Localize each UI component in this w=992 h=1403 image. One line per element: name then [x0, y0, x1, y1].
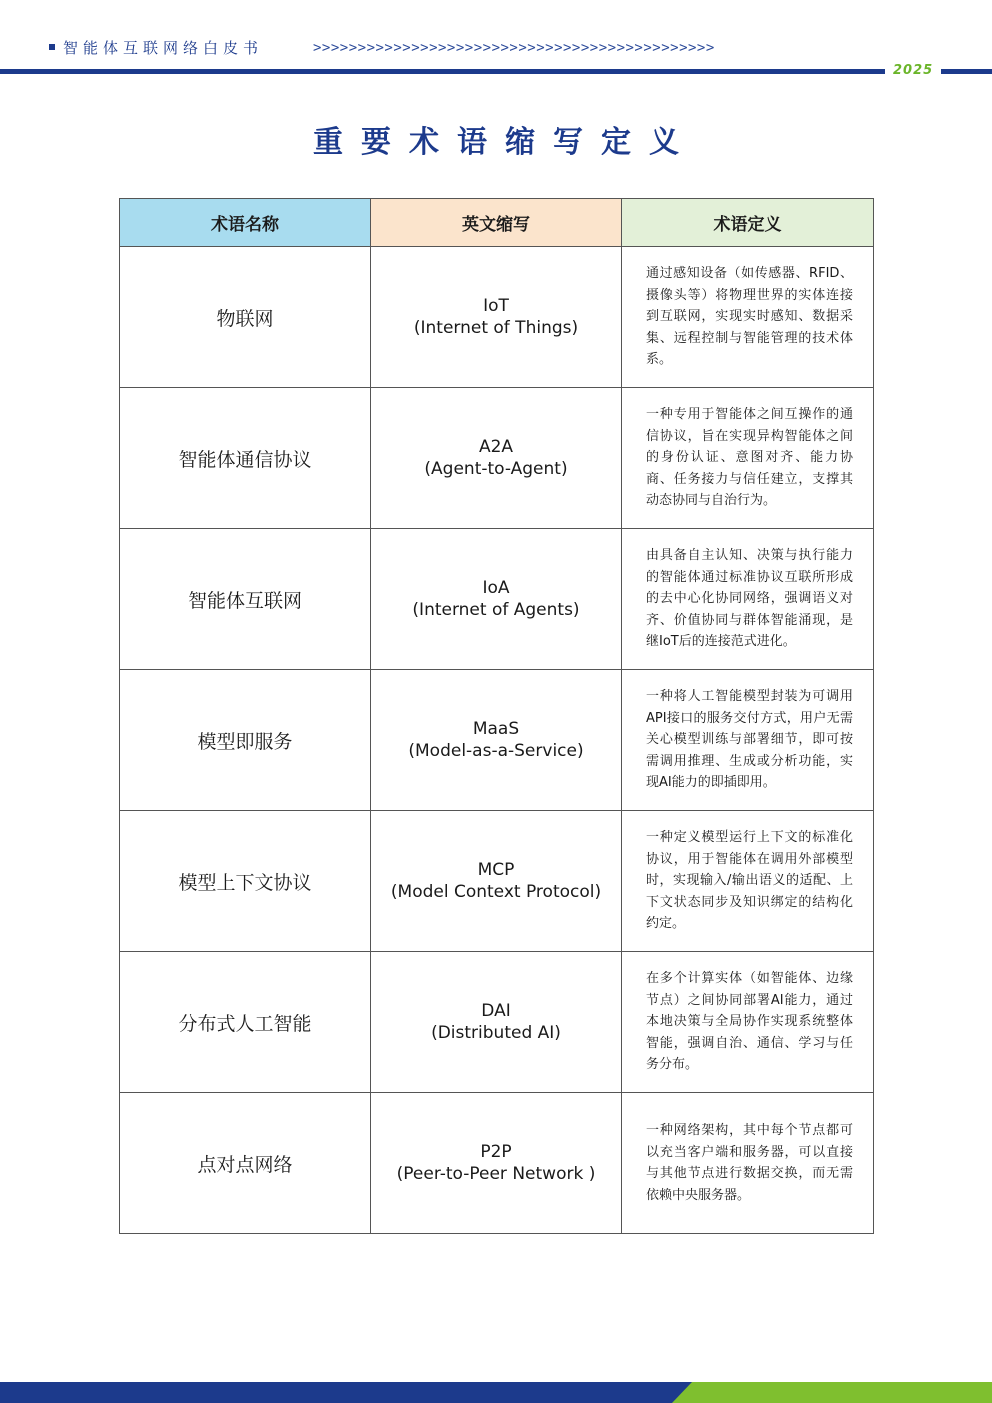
header-divider-right: [941, 69, 992, 74]
term-abbr-full: (Internet of Agents): [412, 600, 580, 620]
term-abbreviation: [371, 1093, 622, 1234]
term-abbr-short: IoT: [483, 296, 509, 316]
table-row: [120, 1093, 874, 1234]
page-header: [0, 0, 992, 90]
term-abbr-short: P2P: [480, 1142, 512, 1162]
term-name: 智能体通信协议: [120, 388, 371, 529]
table-header-row: [120, 199, 874, 247]
terms-table: [119, 198, 874, 1234]
header-year: 2025: [893, 63, 934, 78]
header-divider-left: [0, 69, 885, 74]
footer-band-green: [672, 1382, 992, 1403]
table-row: [120, 388, 874, 529]
term-name: 模型即服务: [120, 670, 371, 811]
term-abbreviation: [371, 388, 622, 529]
term-abbreviation: [371, 247, 622, 388]
page-title: 重要术语缩写定义: [313, 125, 697, 160]
term-abbr-short: A2A: [478, 437, 514, 457]
page-footer: [0, 1382, 992, 1403]
term-abbreviation: [371, 811, 622, 952]
term-abbreviation: [371, 529, 622, 670]
column-header-name: 术语名称: [120, 199, 371, 247]
table-row: [120, 529, 874, 670]
term-name: 分布式人工智能: [120, 952, 371, 1093]
term-abbr-full: (Model-as-a-Service): [408, 741, 584, 761]
table-row: [120, 811, 874, 952]
term-name: 智能体互联网: [120, 529, 371, 670]
header-bullet-icon: [49, 44, 55, 50]
term-definition: 通过感知设备（如传感器、RFID、摄像头等）将物理世界的实体连接到互联网，实现实时感知、数据采集、远程控制与智能管理的技术体系。: [622, 247, 874, 388]
term-definition: 在多个计算实体（如智能体、边缘节点）之间协同部署AI能力，通过本地决策与全局协作实现系统整体智能，强调自治、通信、学习与任务分布。: [622, 952, 874, 1093]
term-abbr-short: MaaS: [472, 719, 520, 739]
term-definition: 一种将人工智能模型封装为可调用API接口的服务交付方式，用户无需关心模型训练与部署细节，即可按需调用推理、生成或分析功能，实现AI能力的即插即用。: [622, 670, 874, 811]
table-row: [120, 952, 874, 1093]
table-row: [120, 247, 874, 388]
table-row: [120, 670, 874, 811]
term-definition: 一种网络架构，其中每个节点都可以充当客户端和服务器，可以直接与其他节点进行数据交换，而无需依赖中央服务器。: [622, 1093, 874, 1234]
term-abbr-short: MCP: [477, 860, 515, 880]
term-name: 物联网: [120, 247, 371, 388]
header-title: 智能体互联网络白皮书: [63, 39, 264, 57]
column-header-abbr: 英文缩写: [371, 199, 622, 247]
term-definition: 一种专用于智能体之间互操作的通信协议，旨在实现异构智能体之间的身份认证、意图对齐、能力协商、任务接力与信任建立，支撑其动态协同与自治行为。: [622, 388, 874, 529]
term-abbr-short: IoA: [482, 578, 510, 598]
column-header-definition: 术语定义: [622, 199, 874, 247]
term-name: 模型上下文协议: [120, 811, 371, 952]
term-abbr-full: (Distributed AI): [431, 1023, 561, 1043]
header-chevron-decoration: >>>>>>>>>>>>>>>>>>>>>>>>>>>>>>>>>>>>>>>>>>>>>: [313, 40, 715, 56]
term-abbr-short: DAI: [481, 1001, 511, 1021]
term-abbreviation: [371, 670, 622, 811]
term-abbr-full: (Internet of Things): [413, 318, 579, 338]
term-name: 点对点网络: [120, 1093, 371, 1234]
term-abbr-full: (Model Context Protocol): [390, 882, 602, 902]
term-abbreviation: [371, 952, 622, 1093]
term-definition: 由具备自主认知、决策与执行能力的智能体通过标准协议互联所形成的去中心化协同网络，强调语义对齐、价值协同与群体智能涌现，是继IoT后的连接范式进化。: [622, 529, 874, 670]
term-abbr-full: (Peer-to-Peer Network ): [396, 1164, 596, 1184]
term-abbr-full: (Agent-to-Agent): [424, 459, 568, 479]
term-definition: 一种定义模型运行上下文的标准化协议，用于智能体在调用外部模型时，实现输入/输出语义的适配、上下文状态同步及知识绑定的结构化约定。: [622, 811, 874, 952]
